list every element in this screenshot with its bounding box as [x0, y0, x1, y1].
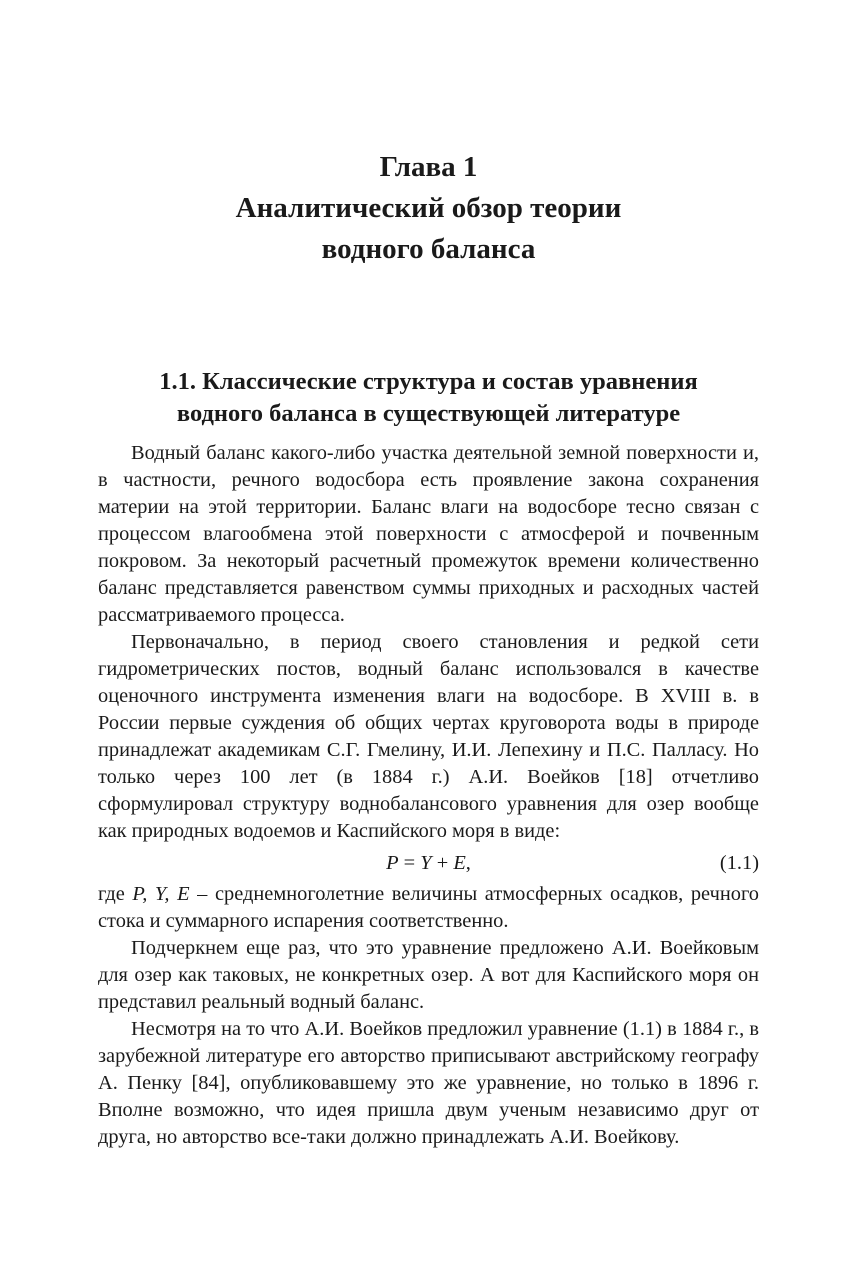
- equation-plus-sign: +: [431, 852, 454, 874]
- chapter-title-line-1: Аналитический обзор теории: [235, 192, 622, 224]
- equation-term-2: E: [453, 852, 466, 874]
- paragraph-2: Первоначально, в период своего становления и редкой сети гидрометрических постов, водный баланс использовался в качестве оценочного инструмента изменения влаги на водосборе. В XVIII в. в России первые суждения об общих чертах круговорота воды в природе принадлежат академикам С.Г. Гмелину, И.И. Лепехину и П.С. Палласу. Но только через 100 лет (в 1884 г.) А.И. Воейков [18] отчетливо сформулировал структуру воднобалансового уравнения для озер вообще как природных водоемов и Каспийского моря в виде:: [98, 631, 759, 842]
- paragraph-5: Несмотря на то что А.И. Воейков предложил уравнение (1.1) в 1884 г., в зарубежной литературе его авторство приписывают австрийскому географу А. Пенку [84], опубликовавшему это же уравнение, но только в 1896 г. Вполне возможно, что идея пришла двум ученым независимо друг от друга, но авторство все-таки должно принадлежать А.И. Воейкову.: [98, 1018, 759, 1148]
- paragraph-3-variables: P, Y, E: [132, 883, 190, 905]
- equation-lhs: P: [386, 852, 399, 874]
- equation-number: (1.1): [719, 852, 759, 874]
- section-title-line-1: 1.1. Классические структура и состав уравнения: [159, 368, 698, 395]
- equation-tail: ,: [465, 852, 471, 874]
- paragraph-3-rest: – среднемноголетние величины атмосферных осадков, речного стока и суммарного испарения соответственно.: [98, 883, 759, 932]
- equation-eq-sign: =: [398, 852, 421, 874]
- chapter-number: Глава 1: [379, 151, 478, 183]
- equation-formula: [98, 846, 759, 881]
- section-title-line-2: водного баланса в существующей литературе: [176, 400, 681, 427]
- paragraph-3-prefix: где: [98, 883, 133, 905]
- equation-1-1: [98, 846, 759, 881]
- section-heading: [0, 366, 857, 430]
- paragraph-4: Подчеркнем еще раз, что это уравнение предложено А.И. Воейковым для озер как таковых, не конкретных озер. А вот для Каспийского моря он представил реальный водный баланс.: [98, 937, 759, 1013]
- chapter-heading: [0, 147, 857, 270]
- equation-term-1: Y: [420, 852, 432, 874]
- body-text: [98, 440, 759, 1151]
- paragraph-1: Водный баланс какого-либо участка деятельной земной поверхности и, в частности, речного водосбора есть проявление закона сохранения материи на этой территории. Баланс влаги на водосборе тесно связан с процессом влагообмена этой поверхности с атмосферой и почвенным покровом. За некоторый расчетный промежуток времени количественно баланс представляется равенством суммы приходных и расходных частей рассматриваемого процесса.: [98, 442, 759, 626]
- chapter-title-line-2: водного баланса: [321, 233, 536, 265]
- paragraph-3: [98, 881, 759, 935]
